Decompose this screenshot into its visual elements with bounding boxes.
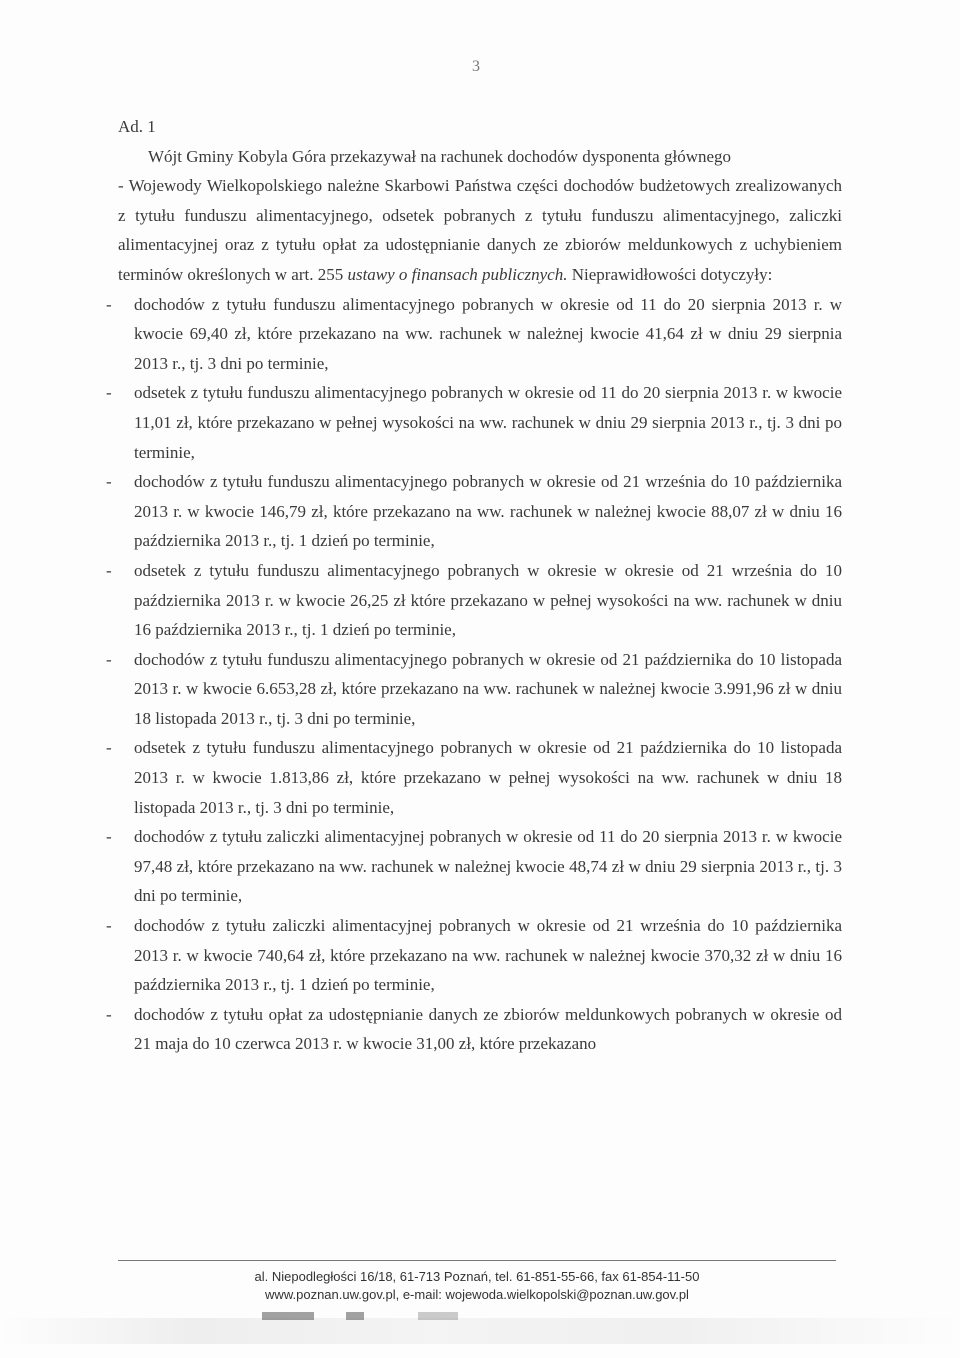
list-item bbox=[106, 1000, 842, 1059]
list-item-text: dochodów z tytułu funduszu alimentacyjnego pobranych w okresie od 11 do 20 sierpnia 2013 r. w kwocie 69,40 zł, które przekazano na ww. rachunek w należnej kwocie 41,64 zł w dniu 29 sierpnia 2013 r., tj. 3 dni po terminie, bbox=[134, 294, 842, 373]
list-item-text: dochodów z tytułu funduszu alimentacyjnego pobranych w okresie od 21 września do 10 października 2013 r. w kwocie 146,79 zł, które przekazano na ww. rachunek w należnej kwocie 88,07 zł w dniu 16 października 2013 r., tj. 1 dzień po terminie, bbox=[134, 472, 842, 551]
list-item-text: dochodów z tytułu zaliczki alimentacyjnej pobranych w okresie od 21 września do 10 października 2013 r. w kwocie 740,64 zł, które przekazano na ww. rachunek w należnej kwocie 370,32 zł w dniu 16 października 2013 r., tj. 1 dzień po terminie, bbox=[134, 916, 842, 995]
law-title: ustawy o finansach publicznych. bbox=[347, 264, 568, 284]
dash-bullet: - bbox=[106, 649, 112, 669]
dash-bullet: - bbox=[106, 560, 112, 580]
footer-address: al. Niepodległości 16/18, 61-713 Poznań, tel. 61-851-55-66, fax 61-854-11-50 bbox=[254, 1269, 700, 1284]
dash-bullet: - bbox=[106, 294, 112, 314]
irregularities-list bbox=[106, 290, 842, 1059]
intro-rest-text: - Wojewody Wielkopolskiego należne Skarbowi Państwa części dochodów budżetowych zrealizowanych z tytułu funduszu alimentacyjnego, odsetek pobranych z tytułu funduszu alimentacyjnego, zaliczki alimentacyjnej oraz z tytułu opłat za udostępnianie danych ze zbiorów meldunkowych z uchybieniem terminów określonych w art. 255 bbox=[118, 176, 842, 284]
list-item bbox=[106, 822, 842, 911]
list-item-text: odsetek z tytułu funduszu alimentacyjnego pobranych w okresie w okresie od 21 września do 10 października 2013 r. w kwocie 26,25 zł które przekazano w pełnej wysokości na ww. rachunek w dniu 16 października 2013 r., tj. 1 dzień po terminie, bbox=[134, 560, 842, 640]
dash-bullet: - bbox=[106, 827, 112, 847]
list-item bbox=[106, 645, 842, 734]
list-item-text: dochodów z tytułu zaliczki alimentacyjnej pobranych w okresie od 11 do 20 sierpnia 2013 r. w kwocie 97,48 zł, które przekazano na ww. rachunek w należnej kwocie 48,74 zł w dniu 29 sierpnia 2013 r., tj. 3 dni po terminie, bbox=[134, 827, 842, 906]
list-item bbox=[106, 290, 842, 379]
list-item bbox=[106, 733, 842, 822]
list-item-text: odsetek z tytułu funduszu alimentacyjnego pobranych w okresie od 21 października do 10 listopada 2013 r. w kwocie 1.813,86 zł, które przekazano w pełnej wysokości na ww. rachunek w dniu 18 listopada 2013 r., tj. 3 dni po terminie, bbox=[134, 738, 842, 817]
intro-paragraph bbox=[118, 171, 842, 289]
list-item bbox=[106, 556, 842, 645]
list-item-text: dochodów z tytułu opłat za udostępnianie danych ze zbiorów meldunkowych pobranych w okresie od 21 maja do 10 czerwca 2013 r. w kwocie 31,00 zł, które przekazano bbox=[134, 1004, 842, 1054]
dash-bullet: - bbox=[106, 1004, 112, 1024]
dash-bullet: - bbox=[106, 472, 112, 492]
page-footer bbox=[118, 1268, 836, 1304]
list-item bbox=[106, 378, 842, 467]
list-item bbox=[106, 911, 842, 1000]
footer-divider bbox=[118, 1260, 836, 1261]
scan-artifact-band bbox=[0, 1318, 960, 1344]
scan-artifact-mark bbox=[418, 1312, 458, 1320]
intro-tail-text: Nieprawidłowości dotyczyły: bbox=[571, 264, 773, 284]
section-heading: Ad. 1 bbox=[118, 117, 156, 136]
intro-paragraph-line1 bbox=[118, 142, 842, 172]
list-item-text: odsetek z tytułu funduszu alimentacyjnego pobranych w okresie od 11 do 20 sierpnia 2013 r. w kwocie 11,01 zł, które przekazano w pełnej wysokości na ww. rachunek w dniu 29 sierpnia 2013 r., tj. 3 dni po terminie, bbox=[134, 383, 842, 462]
list-item bbox=[106, 467, 842, 556]
footer-contact: www.poznan.uw.gov.pl, e-mail: wojewoda.wielkopolski@poznan.uw.gov.pl bbox=[265, 1287, 689, 1302]
scan-artifact-mark bbox=[262, 1312, 314, 1320]
dash-bullet: - bbox=[106, 916, 112, 936]
dash-bullet: - bbox=[106, 383, 112, 403]
intro-line1-text: Wójt Gminy Kobyla Góra przekazywał na rachunek dochodów dysponenta głównego bbox=[148, 146, 732, 166]
document-body bbox=[106, 112, 842, 1059]
scan-artifact-mark bbox=[346, 1312, 364, 1320]
page-number: 3 bbox=[472, 58, 480, 75]
dash-bullet: - bbox=[106, 738, 112, 758]
list-item-text: dochodów z tytułu funduszu alimentacyjnego pobranych w okresie od 21 października do 10 listopada 2013 r. w kwocie 6.653,28 zł, które przekazano na ww. rachunek w należnej kwocie 3.991,96 zł w dniu 18 listopada 2013 r., tj. 3 dni po terminie, bbox=[134, 649, 842, 728]
